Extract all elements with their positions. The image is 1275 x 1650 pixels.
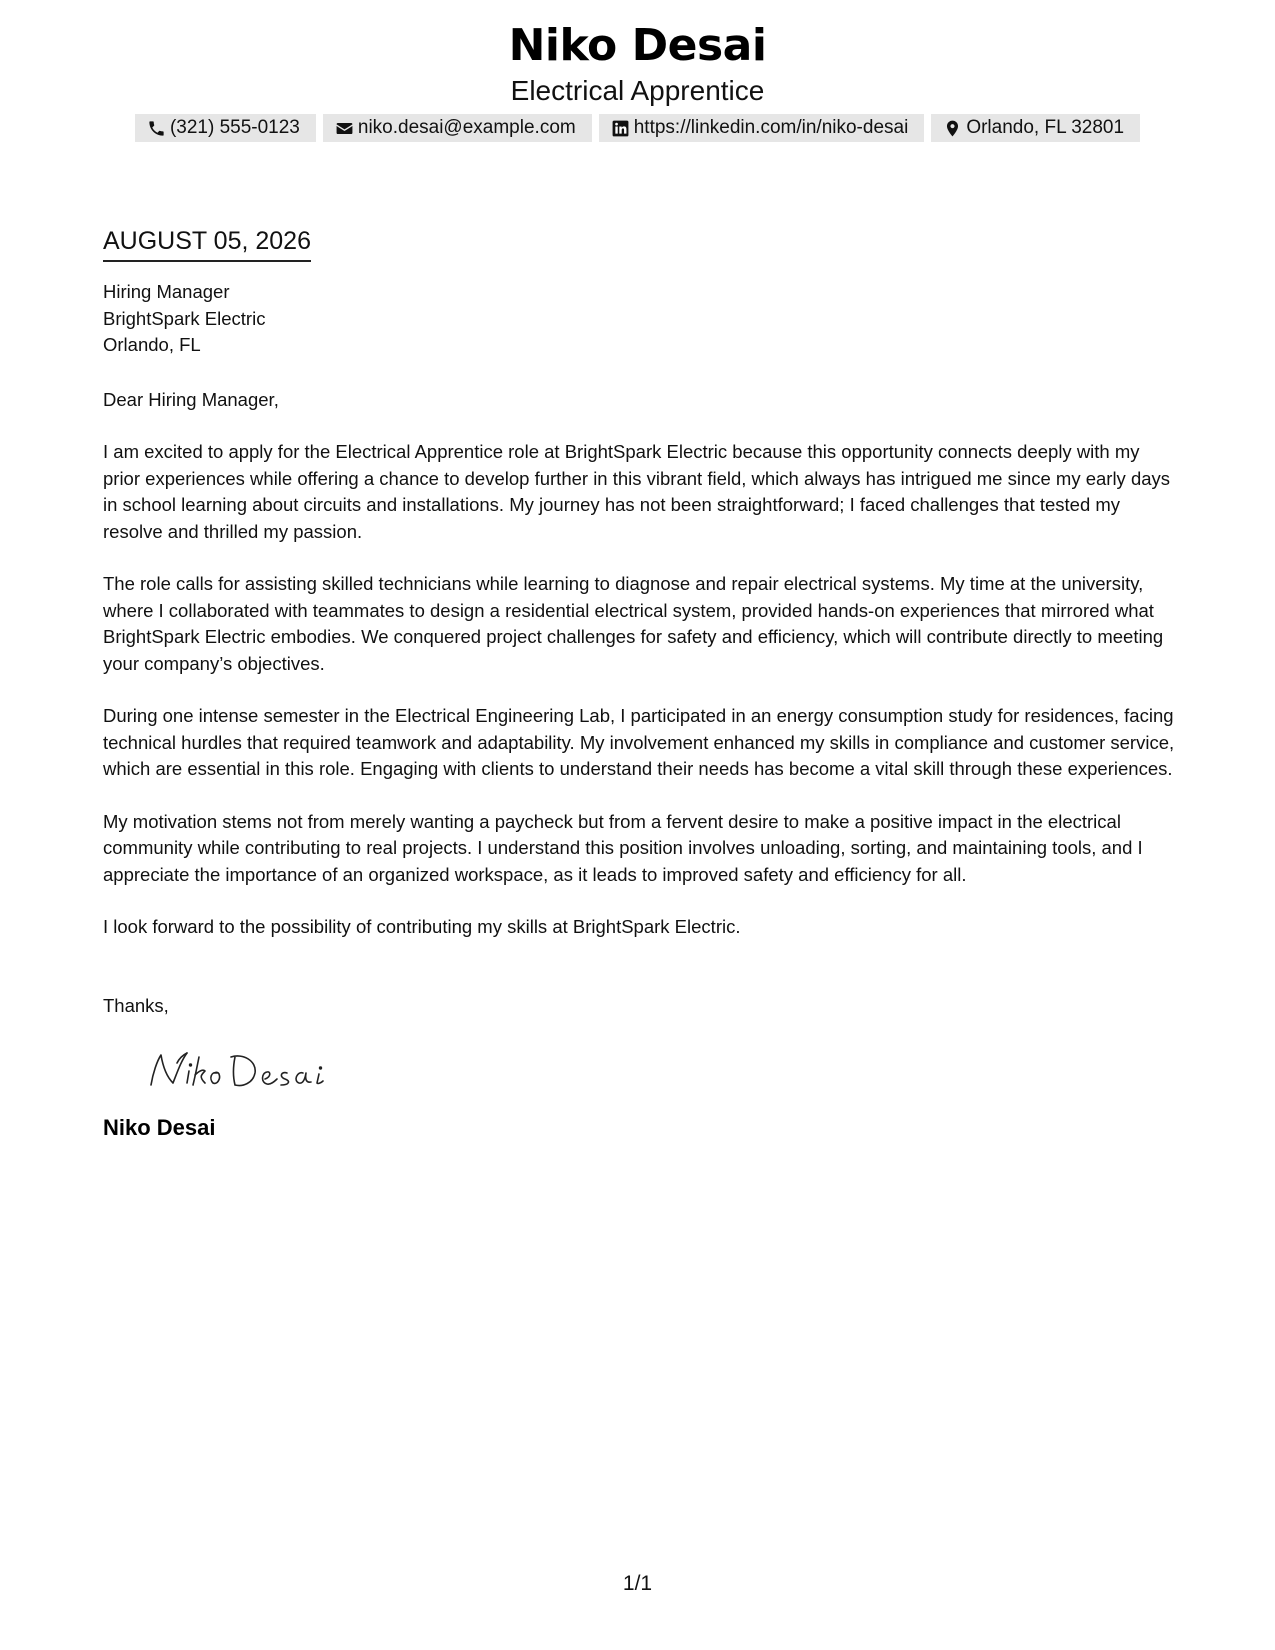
closing: Thanks, [103,994,169,1016]
envelope-icon [335,119,354,138]
recipient-title: Hiring Manager [103,281,230,302]
letter-body [103,224,1175,1143]
linkedin-icon [611,119,630,138]
salutation: Dear Hiring Manager, [103,388,279,410]
contact-email [323,114,592,142]
contact-phone [135,114,316,142]
paragraph-2: The role calls for assisting skilled technicians while learning to diagnose and repair electrical systems. My time at the university, where I collaborated with teammates to design a residential electrical system, provided hands-on experiences that mirrored what BrightSpark Electric embodies. We conquered project challenges for safety and efficiency, which will contribute directly to meeting your company’s objectives. [103,573,1164,674]
page-number: 1/1 [622,1572,653,1595]
signature-image [143,1045,343,1097]
paragraph-5: I look forward to the possibility of contributing my skills at BrightSpark Electric. [103,916,741,937]
paragraph-4: My motivation stems not from merely wanting a paycheck but from a fervent desire to make a positive impact in the electrical community while contributing to real projects. I understand this position involves unloading, sorting, and maintaining tools, and I appreciate the importance of an organized workspace, as it leads to improved safety and efficiency for all. [103,810,1143,885]
paragraph-1: I am excited to apply for the Electrical Apprentice role at BrightSpark Electric because this opportunity connects deeply with my prior experiences while offering a chance to develop further in this vibrant field, which always has intrigued me since my early days in school learning about circuits and installations. My journey has not been straightforward; I faced challenges that tested my resolve and thrilled my passion. [103,441,1171,542]
signature [143,1045,1175,1097]
contact-location-text: Orlando, FL 32801 [966,117,1125,138]
applicant-title: Electrical Apprentice [510,75,765,106]
signer-name: Niko Desai [103,1115,216,1140]
recipient-location: Orlando, FL [103,334,201,355]
contact-phone-text: (321) 555-0123 [169,117,300,138]
letter-date: AUGUST 05, 2026 [103,224,311,262]
recipient-company: BrightSpark Electric [103,307,266,329]
contact-location [931,114,1140,142]
contact-email-text: niko.desai@example.com [357,117,576,138]
applicant-name: Niko Desai [508,20,767,71]
phone-icon [147,119,166,138]
map-pin-icon [943,119,962,138]
recipient-block [103,279,1175,359]
contact-linkedin-text: https://linkedin.com/in/niko-desai [633,117,909,138]
contact-bar [0,114,1275,142]
paragraph-3: During one intense semester in the Electrical Engineering Lab, I participated in an energy consumption study for residences, facing technical hurdles that required teamwork and adaptability. My involvement enhanced my skills in compliance and customer service, which are essential in this role. Engaging with clients to understand their needs has become a vital skill through these experiences. [103,705,1175,779]
contact-linkedin [599,114,925,142]
letter-header [0,18,1275,142]
